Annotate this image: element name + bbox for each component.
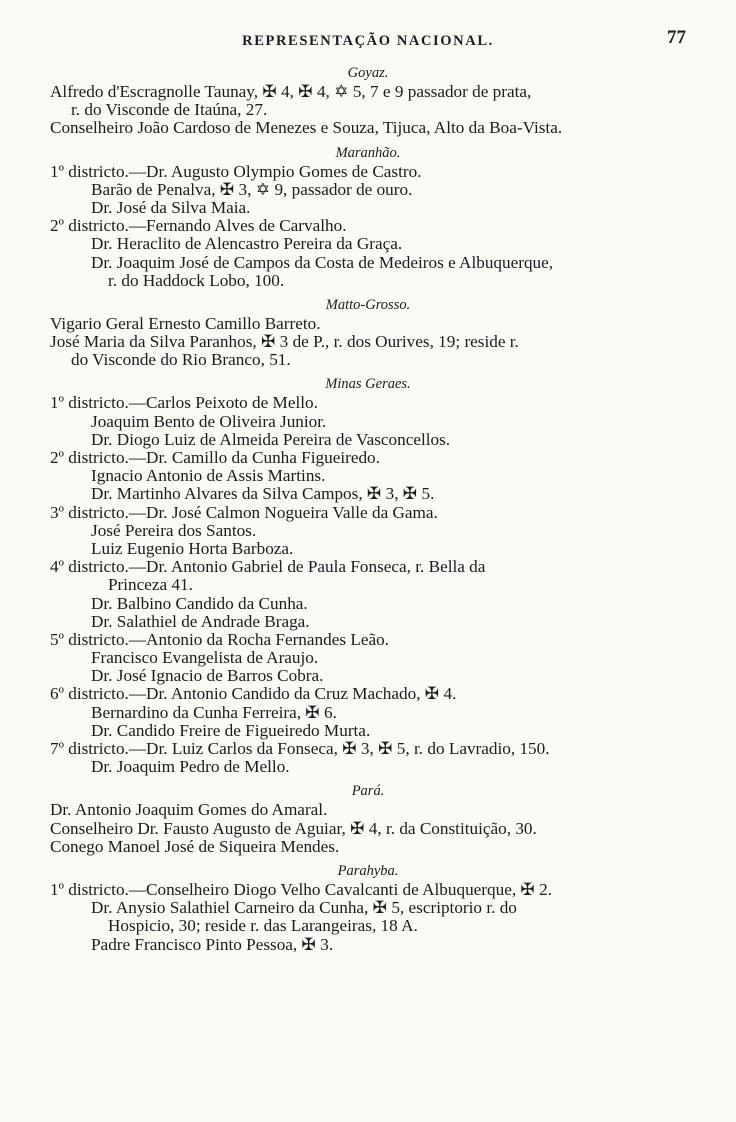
section-minas-geraes xyxy=(50,375,686,776)
page-number: 77 xyxy=(667,27,686,48)
section-heading: Pará. xyxy=(351,783,385,800)
running-title: REPRESENTAÇÃO NACIONAL. xyxy=(242,33,494,49)
entry-line: Dr. Martinho Alvares da Silva Campos, ✠ 3, ✠ 5. xyxy=(91,484,435,504)
entry-line: Joaquim Bento de Oliveira Junior. xyxy=(91,411,327,431)
section-para xyxy=(50,782,686,856)
section-matto-grosso xyxy=(50,296,686,370)
entry-line: Conselheiro João Cardoso de Menezes e Souza, Tijuca, Alto da Boa-Vista. xyxy=(50,118,563,138)
entry-line: Dr. Salathiel de Andrade Braga. xyxy=(91,611,310,631)
entry-line: 7º districto.—Dr. Luiz Carlos da Fonseca, ✠ 3, ✠ 5, r. do Lavradio, 150. xyxy=(50,739,550,758)
entry-line: Barão de Penalva, ✠ 3, ✡ 9, passador de ouro. xyxy=(91,179,413,199)
section-heading: Maranhão. xyxy=(335,144,401,161)
entry-line: 5º districto.—Antonio da Rocha Fernandes Leão. xyxy=(50,629,389,649)
entry-line: Dr. Diogo Luiz de Almeida Pereira de Vasconcellos. xyxy=(91,429,451,449)
entry-line: José Pereira dos Santos. xyxy=(91,520,257,540)
entry-line: 3º districto.—Dr. José Calmon Nogueira Valle da Gama. xyxy=(50,502,438,522)
section-heading: Matto-Grosso. xyxy=(325,296,411,313)
entry-line: Dr. Anysio Salathiel Carneiro da Cunha, ✠ 5, escriptorio r. do xyxy=(91,898,517,918)
entry-line: Dr. José da Silva Maia. xyxy=(91,197,251,217)
entry-line: 6º districto.—Dr. Antonio Candido da Cruz Machado, ✠ 4. xyxy=(50,684,457,704)
entry-line: Dr. Antonio Joaquim Gomes do Amaral. xyxy=(50,800,328,820)
entry-line: 2º districto.—Fernando Alves de Carvalho. xyxy=(50,216,347,236)
entry-line: 1º districto.—Dr. Augusto Olympio Gomes de Castro. xyxy=(50,161,422,181)
entry-line: Alfredo d'Escragnolle Taunay, ✠ 4, ✠ 4, ✡ 5, 7 e 9 passador de prata, xyxy=(50,82,532,101)
entry-line: Bernardino da Cunha Ferreira, ✠ 6. xyxy=(91,702,337,722)
entry-line: Hospicio, 30; reside r. das Larangeiras, 18 A. xyxy=(108,916,418,936)
entry-line: 1º districto.—Carlos Peixoto de Mello. xyxy=(50,393,318,413)
section-goyaz xyxy=(50,64,686,138)
page-header xyxy=(0,27,736,56)
entry-line: Conego Manoel José de Siqueira Mendes. xyxy=(50,836,340,856)
entry-line: r. do Visconde de Itaúna, 27. xyxy=(71,100,268,120)
section-parahyba xyxy=(50,862,686,954)
entry-line: Francisco Evangelista de Araujo. xyxy=(91,648,319,668)
entry-line: Ignacio Antonio de Assis Martins. xyxy=(91,466,326,486)
entry-line: Luiz Eugenio Horta Barboza. xyxy=(91,538,294,558)
entry-line: Dr. Candido Freire de Figueiredo Murta. xyxy=(91,720,371,740)
page-body xyxy=(50,64,686,954)
entry-line: Dr. José Ignacio de Barros Cobra. xyxy=(91,666,324,686)
section-heading: Minas Geraes. xyxy=(325,376,411,393)
entry-line: 1º districto.—Conselheiro Diogo Velho Cavalcanti de Albuquerque, ✠ 2. xyxy=(50,879,553,899)
entry-line: José Maria da Silva Paranhos, ✠ 3 de P., r. dos Ourives, 19; reside r. xyxy=(50,332,519,352)
entry-line: Conselheiro Dr. Fausto Augusto de Aguiar, ✠ 4, r. da Constituição, 30. xyxy=(50,818,537,838)
entry-line: Dr. Joaquim José de Campos da Costa de Medeiros e Albuquerque, xyxy=(91,252,554,272)
entry-line: Princeza 41. xyxy=(108,575,193,595)
entry-line: Dr. Heraclito de Alencastro Pereira da Graça. xyxy=(91,234,403,254)
entry-line: do Visconde do Rio Branco, 51. xyxy=(71,350,291,370)
entry-line: Padre Francisco Pinto Pessoa, ✠ 3. xyxy=(91,934,334,954)
entry-line: Dr. Joaquim Pedro de Mello. xyxy=(91,757,290,777)
entry-line: r. do Haddock Lobo, 100. xyxy=(108,270,285,290)
entry-line: Vigario Geral Ernesto Camillo Barreto. xyxy=(50,313,321,333)
entry-line: 4º districto.—Dr. Antonio Gabriel de Paula Fonseca, r. Bella da xyxy=(50,557,486,577)
section-heading: Goyaz. xyxy=(347,65,389,81)
section-heading: Parahyba. xyxy=(337,862,399,879)
entry-line: 2º districto.—Dr. Camillo da Cunha Figueiredo. xyxy=(50,448,380,467)
entry-line: Dr. Balbino Candido da Cunha. xyxy=(91,593,308,613)
section-maranhao xyxy=(50,144,686,290)
